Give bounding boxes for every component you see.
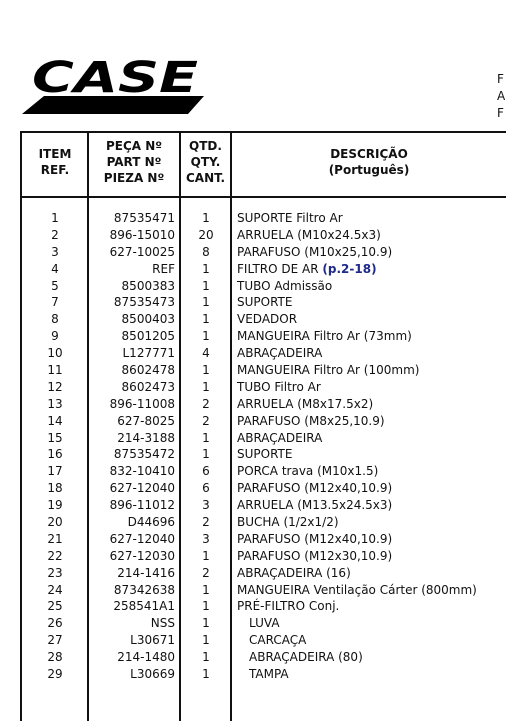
- description: [237, 380, 321, 394]
- quantity: 20: [198, 227, 214, 242]
- item-ref: 24: [47, 582, 63, 597]
- part-number: 8501205: [121, 329, 175, 344]
- item-ref: 12: [47, 379, 63, 394]
- part-number: 214-3188: [117, 430, 175, 445]
- description: [237, 583, 477, 597]
- part-number: 627-12040: [109, 531, 175, 546]
- part-number: 214-1480: [117, 650, 175, 665]
- description: [237, 431, 322, 445]
- description: [237, 515, 339, 529]
- description: [237, 312, 297, 326]
- description: [237, 464, 378, 478]
- description-text: PARAFUSO (M10x25,10.9): [237, 244, 393, 259]
- table-row: [20, 531, 506, 548]
- part-number: L30671: [130, 633, 175, 648]
- quantity: 1: [202, 278, 210, 293]
- table-row: [20, 632, 506, 649]
- description: [237, 498, 392, 512]
- quantity: 1: [202, 633, 210, 648]
- table-row: [20, 565, 506, 582]
- item-ref: 16: [47, 447, 63, 462]
- table-row: [20, 615, 506, 632]
- part-number: 87535471: [113, 211, 175, 225]
- table-row: [20, 463, 506, 480]
- description: [237, 447, 292, 461]
- quantity: 2: [202, 413, 210, 428]
- item-ref: 19: [47, 498, 63, 513]
- table-row: [20, 210, 506, 227]
- description-text: ARRUELA (M10x24.5x3): [237, 227, 381, 242]
- header-part-number: PEÇA Nº PART Nº PIEZA Nº: [103, 139, 165, 185]
- quantity: 1: [202, 599, 210, 614]
- item-ref: 17: [47, 464, 63, 479]
- table-row: [20, 582, 506, 599]
- description-text: TUBO Filtro Ar: [237, 379, 321, 394]
- item-ref: 20: [47, 515, 63, 530]
- item-ref: 8: [51, 312, 59, 327]
- description-text: PRÉ-FILTRO Conj.: [237, 599, 340, 614]
- parts-table: [20, 133, 506, 721]
- part-number: 896-15010: [109, 227, 175, 242]
- item-ref: 26: [47, 616, 63, 631]
- table-row: [20, 311, 506, 328]
- table-row: [20, 278, 506, 295]
- item-ref: 11: [47, 363, 63, 378]
- table-row: [20, 396, 506, 413]
- item-ref: 2: [51, 227, 59, 242]
- part-number: 8602473: [121, 379, 175, 394]
- item-ref: 5: [51, 278, 59, 293]
- quantity: 1: [202, 430, 210, 445]
- description: [249, 650, 363, 664]
- cut-off-header-text: F: [497, 106, 504, 120]
- part-number: L127771: [122, 346, 175, 361]
- page-reference-link[interactable]: (p.2-18): [322, 261, 377, 276]
- header-description: DESCRIÇÃO (Português): [328, 147, 410, 177]
- quantity: 1: [202, 312, 210, 327]
- description: [237, 245, 392, 259]
- description-text: LUVA: [249, 616, 280, 631]
- description-text: PARAFUSO (M8x25,10.9): [237, 413, 385, 428]
- quantity: 8: [202, 244, 210, 259]
- part-number: NSS: [150, 616, 175, 631]
- description: [237, 532, 392, 546]
- part-number: 627-12030: [109, 548, 175, 563]
- quantity: 1: [202, 363, 210, 378]
- item-ref: 18: [47, 481, 63, 496]
- table-row: [20, 362, 506, 379]
- quantity: 6: [202, 481, 210, 496]
- quantity: 3: [202, 531, 210, 546]
- item-ref: 22: [47, 548, 63, 563]
- quantity: 1: [202, 295, 210, 310]
- description: [237, 346, 322, 360]
- table-row: [20, 379, 506, 396]
- quantity: 2: [202, 396, 210, 411]
- description: [237, 262, 377, 276]
- description-text: ABRAÇADEIRA: [237, 346, 323, 361]
- description-text: PORCA trava (M10x1.5): [237, 464, 379, 479]
- quantity: 2: [202, 515, 210, 530]
- description-text: CARCAÇA: [249, 633, 307, 648]
- cut-off-header-text: F: [497, 72, 504, 86]
- description-text: BUCHA (1/2x1/2): [237, 515, 339, 530]
- description: [237, 363, 419, 377]
- item-ref: 25: [47, 599, 63, 614]
- part-number: 8602478: [121, 363, 175, 378]
- description-text: TUBO Admissão: [237, 278, 333, 293]
- description: [237, 228, 381, 242]
- part-number: 8500403: [121, 312, 175, 327]
- quantity: 2: [202, 565, 210, 580]
- part-number: D44696: [127, 515, 175, 530]
- table-row: [20, 430, 506, 447]
- item-ref: 27: [47, 633, 63, 648]
- item-ref: 1: [51, 211, 59, 225]
- quantity: 1: [202, 667, 210, 682]
- description: [237, 414, 385, 428]
- description-text: MANGUEIRA Filtro Ar (100mm): [237, 363, 420, 378]
- description-text: ABRAÇADEIRA (80): [249, 650, 363, 665]
- description-text: PARAFUSO (M12x40,10.9): [237, 531, 393, 546]
- description: [237, 549, 392, 563]
- item-ref: 3: [51, 244, 59, 259]
- case-logo: [22, 58, 204, 120]
- part-number: 87535472: [113, 447, 175, 462]
- description: [237, 211, 343, 225]
- quantity: 1: [202, 261, 210, 276]
- item-ref: 4: [51, 261, 59, 276]
- description-text: SUPORTE: [237, 295, 293, 310]
- case-logo-text: CASE: [32, 58, 198, 103]
- table-row: [20, 328, 506, 345]
- quantity: 1: [202, 211, 210, 225]
- header-rule: [20, 196, 506, 198]
- item-ref: 21: [47, 531, 63, 546]
- item-ref: 29: [47, 667, 63, 682]
- description: [237, 599, 339, 613]
- part-number: 87342638: [113, 582, 175, 597]
- description: [249, 633, 306, 647]
- header-quantity: QTD. QTY. CANT.: [185, 139, 226, 185]
- description-text: ARRUELA (M8x17.5x2): [237, 396, 374, 411]
- description-text: ARRUELA (M13.5x24.5x3): [237, 498, 393, 513]
- part-number: 214-1416: [117, 565, 175, 580]
- description: [237, 397, 373, 411]
- table-body: [20, 210, 506, 683]
- quantity: 1: [202, 650, 210, 665]
- description-text: TAMPA: [249, 667, 289, 682]
- quantity: 1: [202, 329, 210, 344]
- description: [237, 279, 332, 293]
- table-row: [20, 345, 506, 362]
- description-text: ABRAÇADEIRA (16): [237, 565, 351, 580]
- part-number: 896-11008: [109, 396, 175, 411]
- item-ref: 10: [47, 346, 63, 361]
- part-number: 627-8025: [117, 413, 175, 428]
- description: [237, 295, 292, 309]
- quantity: 1: [202, 447, 210, 462]
- description-text: MANGUEIRA Filtro Ar (73mm): [237, 329, 412, 344]
- quantity: 1: [202, 548, 210, 563]
- part-number: 896-11012: [109, 498, 175, 513]
- quantity: 6: [202, 464, 210, 479]
- description: [249, 667, 289, 681]
- part-number: L30669: [130, 667, 175, 682]
- table-row: [20, 598, 506, 615]
- table-row: [20, 548, 506, 565]
- description: [249, 616, 280, 630]
- table-row: [20, 413, 506, 430]
- table-row: [20, 446, 506, 463]
- table-row: [20, 294, 506, 311]
- item-ref: 28: [47, 650, 63, 665]
- item-ref: 23: [47, 565, 63, 580]
- table-row: [20, 227, 506, 244]
- header-item-ref: ITEM REF.: [38, 147, 72, 177]
- description: [237, 566, 351, 580]
- description-text: PARAFUSO (M12x30,10.9): [237, 548, 393, 563]
- table-row: [20, 649, 506, 666]
- description-text: SUPORTE Filtro Ar: [237, 211, 343, 225]
- item-ref: 15: [47, 430, 63, 445]
- table-row: [20, 497, 506, 514]
- table-row: [20, 480, 506, 497]
- description-text: SUPORTE: [237, 447, 293, 462]
- part-number: 627-12040: [109, 481, 175, 496]
- part-number: 627-10025: [109, 244, 175, 259]
- quantity: 4: [202, 346, 210, 361]
- description-text: ABRAÇADEIRA: [237, 430, 323, 445]
- quantity: 1: [202, 616, 210, 631]
- description: [237, 329, 412, 343]
- description-text: VEDADOR: [237, 312, 298, 327]
- item-ref: 9: [51, 329, 59, 344]
- part-number: 8500383: [121, 278, 175, 293]
- part-number: 258541A1: [113, 599, 175, 614]
- description: [237, 481, 392, 495]
- table-row: [20, 514, 506, 531]
- description-text: PARAFUSO (M12x40,10.9): [237, 481, 393, 496]
- table-row: [20, 261, 506, 278]
- quantity: 3: [202, 498, 210, 513]
- item-ref: 14: [47, 413, 63, 428]
- description-text: MANGUEIRA Ventilação Cárter (800mm): [237, 582, 477, 597]
- part-number: 87535473: [113, 295, 175, 310]
- item-ref: 7: [51, 295, 59, 310]
- quantity: 1: [202, 379, 210, 394]
- table-row: [20, 666, 506, 683]
- part-number: REF: [152, 261, 175, 276]
- description-text: FILTRO DE AR: [237, 261, 319, 276]
- table-row: [20, 244, 506, 261]
- part-number: 832-10410: [109, 464, 175, 479]
- item-ref: 13: [47, 396, 63, 411]
- cut-off-header-text: A: [497, 89, 506, 103]
- quantity: 1: [202, 582, 210, 597]
